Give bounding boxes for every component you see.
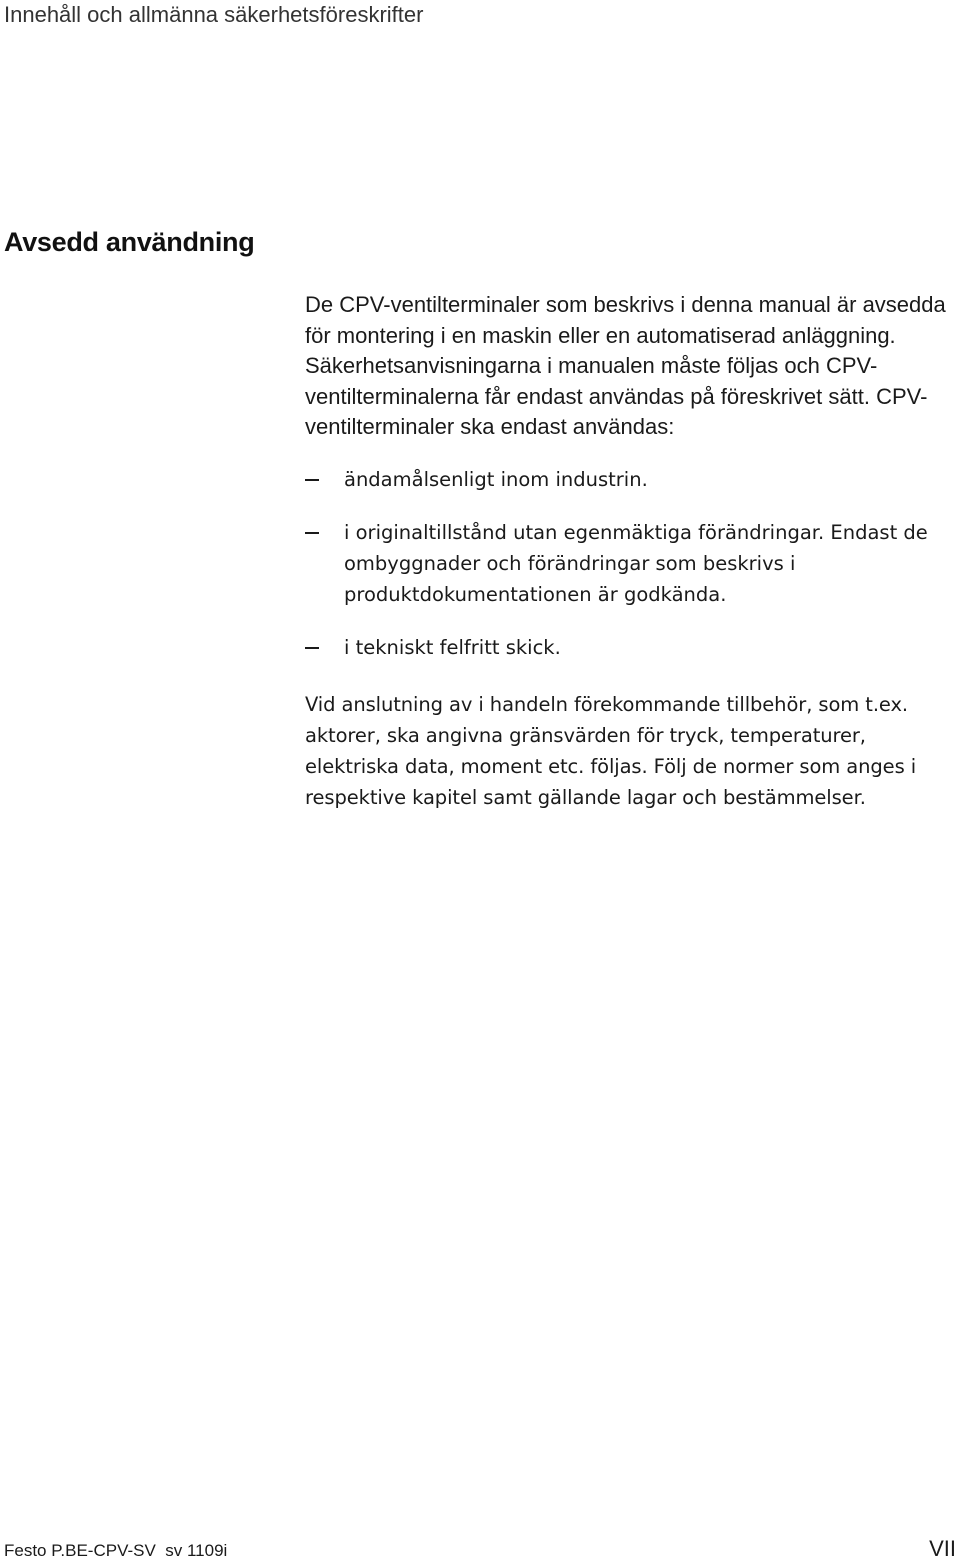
document-id: Festo P.BE-CPV-SV sv 1109i [4, 1541, 228, 1560]
dash-icon [305, 532, 319, 534]
closing-paragraph: Vid anslutning av i handeln förekommande tillbehör, som t.ex. aktorer, ska angivna gränsvärden för tryck, temperaturer, elektriska data, moment etc. följas. Följ de normer som anges i respektive kapitel samt gällande lagar och bestämmelser. [305, 693, 917, 809]
running-header: Innehåll och allmänna säkerhetsföreskrifter [4, 2, 424, 27]
list-item [305, 632, 955, 663]
dash-icon [305, 479, 319, 481]
list-item [305, 464, 955, 495]
list-item-text: i originaltillstånd utan egenmäktiga förändringar. Endast de ombyggnader och förändringar som beskrivs i produktdokumentationen är godkända. [344, 521, 928, 606]
intro-paragraph: De CPV-ventilterminaler som beskrivs i denna manual är avsedda för montering i en maskin eller en automatiserad anläggning. Säkerhetsanvisningarna i manualen måste följas och CPV-ventilterminalerna får endast användas på föreskrivet sätt. CPV-ventilterminaler ska endast användas: [305, 292, 946, 439]
dash-icon [305, 647, 319, 649]
usage-list [305, 464, 955, 663]
list-item [305, 517, 955, 610]
list-item-text: i tekniskt felfritt skick. [344, 636, 561, 659]
page-number: VII [929, 1536, 956, 1561]
section-heading: Avsedd användning [4, 227, 255, 257]
list-item-text: ändamålsenligt inom industrin. [344, 468, 648, 491]
